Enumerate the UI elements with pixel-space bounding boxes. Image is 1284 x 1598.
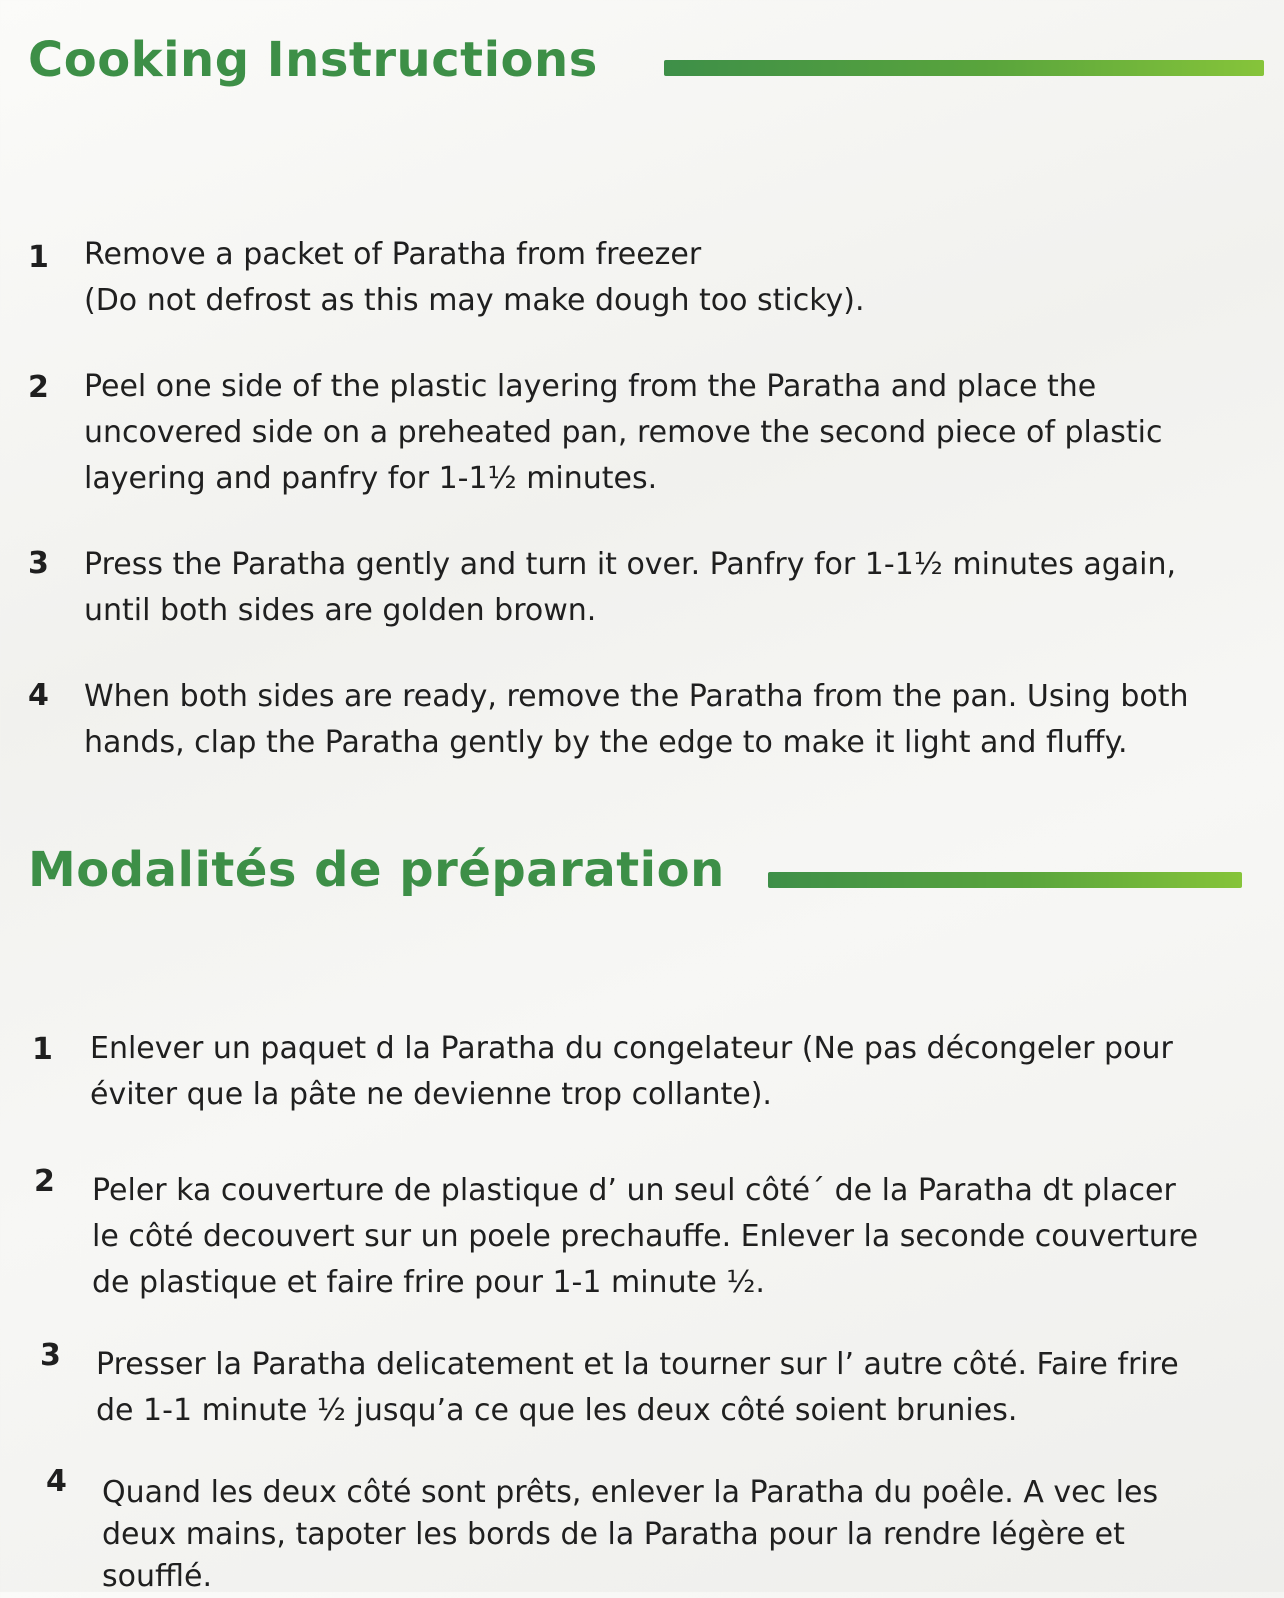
step-line: until both sides are golden brown. xyxy=(84,593,597,628)
step-number: 1 xyxy=(32,1032,53,1067)
section-header xyxy=(0,832,1284,912)
section-heading-english: Cooking Instructions xyxy=(28,32,598,88)
step-text xyxy=(84,232,865,324)
step-number: 4 xyxy=(28,678,49,713)
step-line: de 1-1 minute ½ jusqu’a ce que les deux côté soient brunies. xyxy=(96,1393,1018,1428)
step-number: 2 xyxy=(28,370,49,405)
heading-rule-english xyxy=(664,60,1264,76)
step-number: 1 xyxy=(28,240,49,275)
step-number: 4 xyxy=(46,1464,67,1499)
step-line: Peel one side of the plastic layering from the Paratha and place the xyxy=(84,369,1097,404)
step-line: soufflé. xyxy=(102,1559,212,1594)
step-number: 3 xyxy=(40,1338,61,1373)
step-line: Presser la Paratha delicatement et la tourner sur l’ autre côté. Faire frire xyxy=(96,1347,1179,1382)
step-text xyxy=(96,1342,1179,1434)
step-line: hands, clap the Paratha gently by the edge to make it light and fluffy. xyxy=(84,725,1128,760)
step-number: 3 xyxy=(28,546,49,581)
section-heading-french: Modalités de préparation xyxy=(28,842,725,898)
step-line: éviter que la pâte ne devienne trop collante). xyxy=(90,1077,772,1112)
step-line: deux mains, tapoter les bords de la Paratha pour la rendre légère et xyxy=(102,1517,1125,1552)
step-line: de plastique et faire frire pour 1-1 minute ½. xyxy=(92,1265,765,1300)
step-line: le côté decouvert sur un poele prechauffe. Enlever la seconde couverture xyxy=(92,1219,1199,1254)
step-number: 2 xyxy=(34,1164,55,1199)
step-text xyxy=(90,1026,1173,1118)
step-text xyxy=(92,1168,1198,1306)
step-line: layering and panfry for 1-1½ minutes. xyxy=(84,461,658,496)
step-line: (Do not defrost as this may make dough too sticky). xyxy=(84,283,865,318)
section-header xyxy=(0,22,1284,102)
step-text xyxy=(84,674,1189,766)
step-text xyxy=(102,1472,1158,1598)
step-line: Press the Paratha gently and turn it over. Panfry for 1-1½ minutes again, xyxy=(84,547,1177,582)
modalites-section xyxy=(0,832,1284,1594)
step-line: Remove a packet of Paratha from freezer xyxy=(84,237,702,272)
cooking-instructions-section xyxy=(0,22,1284,760)
heading-rule-french xyxy=(768,872,1242,888)
step-text xyxy=(84,364,1162,502)
step-line: Peler ka couverture de plastique d’ un seul côté´ de la Paratha dt placer xyxy=(92,1173,1176,1208)
step-line: Quand les deux côté sont prêts, enlever la Paratha du poêle. A vec les xyxy=(102,1475,1159,1510)
step-line: When both sides are ready, remove the Paratha from the pan. Using both xyxy=(84,679,1189,714)
step-line: Enlever un paquet d la Paratha du congelateur (Ne pas décongeler pour xyxy=(90,1031,1173,1066)
step-text xyxy=(84,542,1176,634)
step-line: uncovered side on a preheated pan, remove the second piece of plastic xyxy=(84,415,1163,450)
